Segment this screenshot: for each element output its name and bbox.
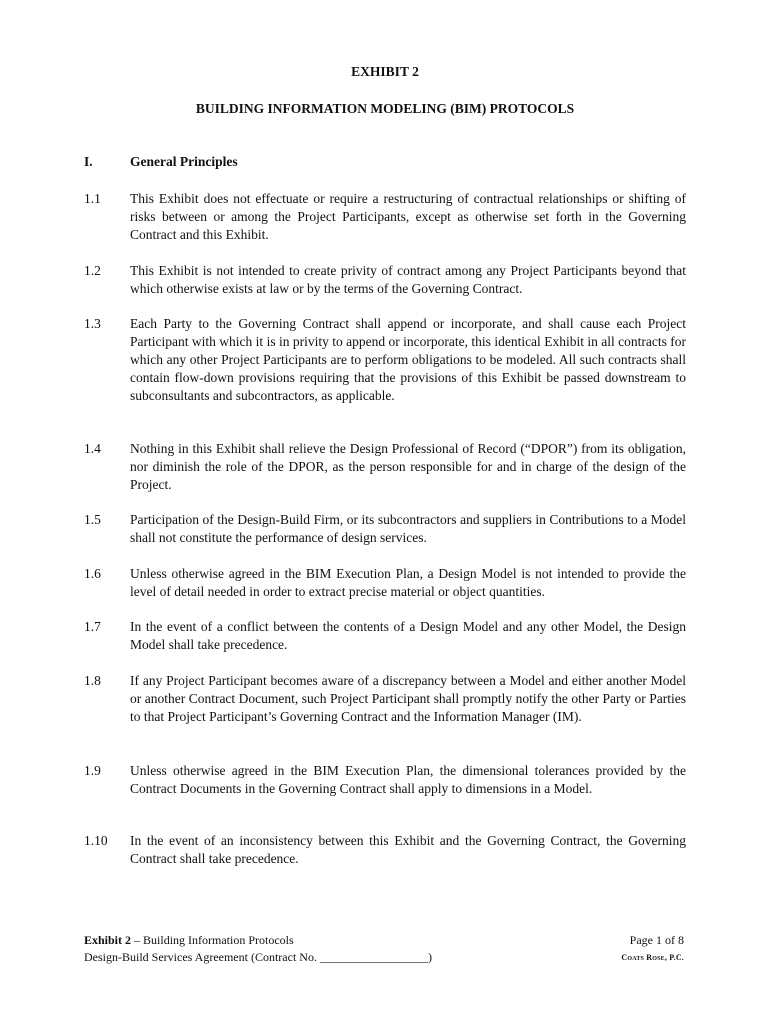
clause-number: 1.4 [84,441,101,456]
clause-number: 1.7 [84,619,101,634]
clause-1-6 [84,565,686,601]
clause-1-10 [84,832,686,868]
clause-number: 1.3 [84,316,101,331]
clause-text: Nothing in this Exhibit shall relieve the Design Professional of Record (“DPOR”) from its obligation, nor diminish the role of the DPOR, as the person responsible for and in charge of the design of the Project. [130,441,686,492]
footer-exhibit-rest: – Building Information Protocols [131,933,294,947]
footer-left [84,932,432,966]
clause-text: In the event of an inconsistency between this Exhibit and the Governing Contract, the Governing Contract shall take precedence. [130,833,686,866]
section-title: General Principles [130,154,238,169]
clause-text: Unless otherwise agreed in the BIM Execution Plan, a Design Model is not intended to provide the level of detail needed in order to extract precise material or object quantities. [130,566,686,599]
footer-exhibit-line [84,932,432,949]
clause-text: Participation of the Design-Build Firm, or its subcontractors and suppliers in Contributions to a Model shall not constitute the performance of design services. [130,512,686,545]
footer-exhibit-label: Exhibit 2 [84,933,132,947]
footer-right [621,932,684,966]
clause-number: 1.1 [84,191,101,206]
clause-1-7 [84,618,686,654]
firm-name: Coats Rose, P.C. [621,953,684,962]
clause-1-3 [84,315,686,405]
clause-number: 1.9 [84,763,101,778]
clause-number: 1.5 [84,512,101,527]
clause-number: 1.6 [84,566,101,581]
section-number: I. [84,154,93,169]
clause-number: 1.8 [84,673,101,688]
clause-text: In the event of a conflict between the contents of a Design Model and any other Model, the Design Model shall take precedence. [130,619,686,652]
clause-text: If any Project Participant becomes aware of a discrepancy between a Model and either another Model or another Contract Document, such Project Participant shall promptly notify the other Party or Parties to that Project Participant’s Governing Contract and the Information Manager (IM). [130,673,686,724]
clause-text: This Exhibit does not effectuate or require a restructuring of contractual relationships or shifting of risks between or among the Project Participants, except as otherwise set forth in the Governing Contract and this Exhibit. [130,191,686,242]
exhibit-heading: EXHIBIT 2 [351,64,419,79]
page-number: Page 1 of 8 [629,933,684,947]
clause-1-5 [84,511,686,547]
clause-number: 1.2 [84,263,101,278]
clause-1-9 [84,762,686,798]
clause-number: 1.10 [84,833,108,848]
clause-1-2 [84,262,686,298]
footer-agreement-line: Design-Build Services Agreement (Contract No. __________________) [84,950,432,964]
clause-1-8 [84,672,686,726]
clause-1-1 [84,190,686,244]
clause-1-4 [84,440,686,494]
document-title: BUILDING INFORMATION MODELING (BIM) PROTOCOLS [195,101,575,116]
clause-text: This Exhibit is not intended to create privity of contract among any Project Participants beyond that which otherwise exists at law or by the terms of the Governing Contract. [130,263,686,296]
clause-text: Each Party to the Governing Contract shall append or incorporate, and shall cause each Project Participant with which it is in privity to append or incorporate, this identical Exhibit in all contracts for which any other Project Participants are to perform obligations to be modeled. All such contracts shall contain flow-down provisions requiring that the provisions of this Exhibit be passed downstream to subconsultants and subcontractors, as applicable. [130,316,686,403]
clause-text: Unless otherwise agreed in the BIM Execution Plan, the dimensional tolerances provided by the Contract Documents in the Governing Contract shall apply to dimensions in a Model. [130,763,686,796]
